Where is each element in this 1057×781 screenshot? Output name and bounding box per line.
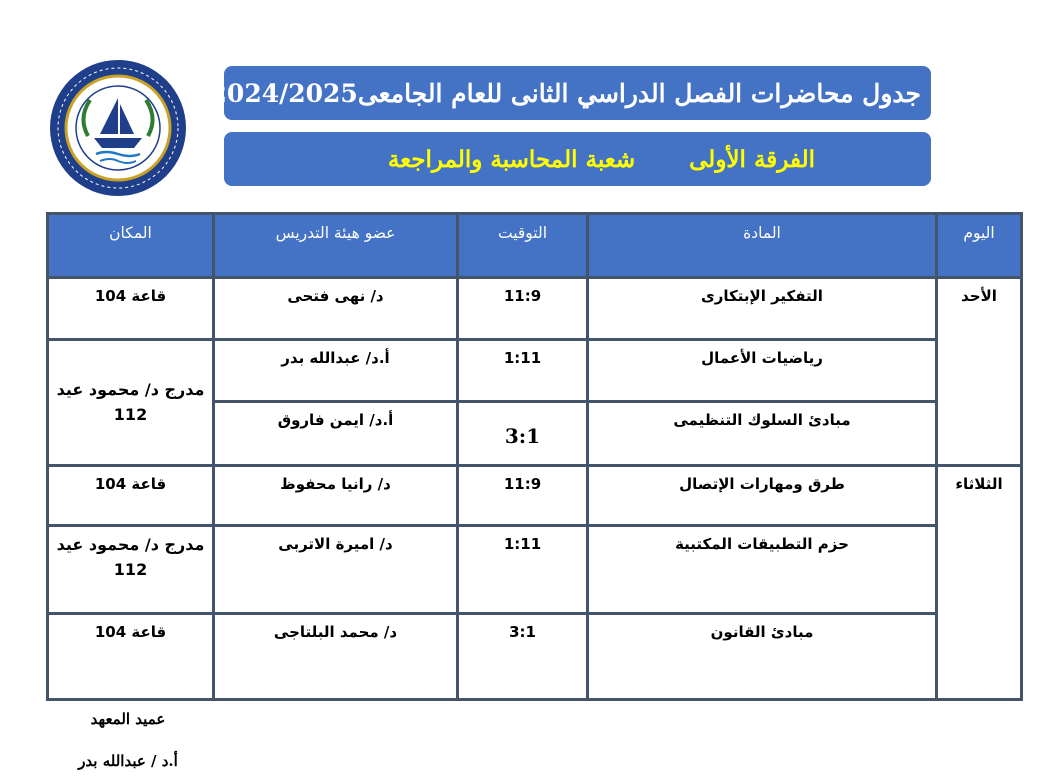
subject-cell: حزم التطبيقات المكتبية <box>588 526 937 614</box>
location-cell: مدرج د/ محمود عيد 112 <box>48 340 214 466</box>
page-title: جدول محاضرات الفصل الدراسي الثانى للعام الجامعى2024/2025 <box>209 78 921 108</box>
time-cell: 11:9 <box>458 466 588 526</box>
dean-name: أ.د / عبدالله بدر <box>78 752 178 770</box>
instructor-cell: د/ اميرة الاتربى <box>214 526 458 614</box>
day-cell-sunday: الأحد <box>937 278 1022 466</box>
subject-cell: التفكير الإبتكارى <box>588 278 937 340</box>
instructor-cell: د/ رانيا محفوظ <box>214 466 458 526</box>
day-cell-tuesday: الثلاثاء <box>937 466 1022 700</box>
table-row <box>48 526 1022 614</box>
header-instructor: عضو هيئة التدريس <box>214 214 458 278</box>
instructor-cell: أ.د/ ايمن فاروق <box>214 402 458 466</box>
time-value: 3:1 <box>504 424 541 448</box>
instructor-cell: د/ محمد البلتاجى <box>214 614 458 700</box>
title-banner <box>209 66 931 120</box>
subject-cell: طرق ومهارات الإتصال <box>588 466 937 526</box>
header-location: المكان <box>48 214 214 278</box>
class-label: الفرقة الأولى <box>689 145 815 173</box>
location-cell: قاعة 104 <box>48 278 214 340</box>
subtitle-banner <box>224 132 931 186</box>
time-cell: 1:11 <box>458 526 588 614</box>
table-row <box>48 278 1022 340</box>
time-cell: 11:9 <box>458 278 588 340</box>
table-row <box>48 614 1022 700</box>
table-row <box>48 466 1022 526</box>
schedule-table <box>46 212 1023 701</box>
location-cell: قاعة 104 <box>48 466 214 526</box>
location-cell: مدرج د/ محمود عيد 112 <box>48 526 214 614</box>
dean-title: عميد المعهد <box>90 710 166 728</box>
subject-cell: مبادئ القانون <box>588 614 937 700</box>
table-row <box>48 340 1022 402</box>
time-cell: 1:11 <box>458 340 588 402</box>
subject-cell: مبادئ السلوك التنظيمى <box>588 402 937 466</box>
time-cell <box>458 402 588 466</box>
header-subject: المادة <box>588 214 937 278</box>
instructor-cell: أ.د/ عبدالله بدر <box>214 340 458 402</box>
instructor-cell: د/ نهى فتحى <box>214 278 458 340</box>
subject-cell: رياضيات الأعمال <box>588 340 937 402</box>
header-day: اليوم <box>937 214 1022 278</box>
time-cell: 3:1 <box>458 614 588 700</box>
institute-seal-icon <box>48 58 188 198</box>
table-header-row <box>48 214 1022 278</box>
header-time: التوقيت <box>458 214 588 278</box>
division-label: شعبة المحاسبة والمراجعة <box>387 145 636 173</box>
location-cell: قاعة 104 <box>48 614 214 700</box>
